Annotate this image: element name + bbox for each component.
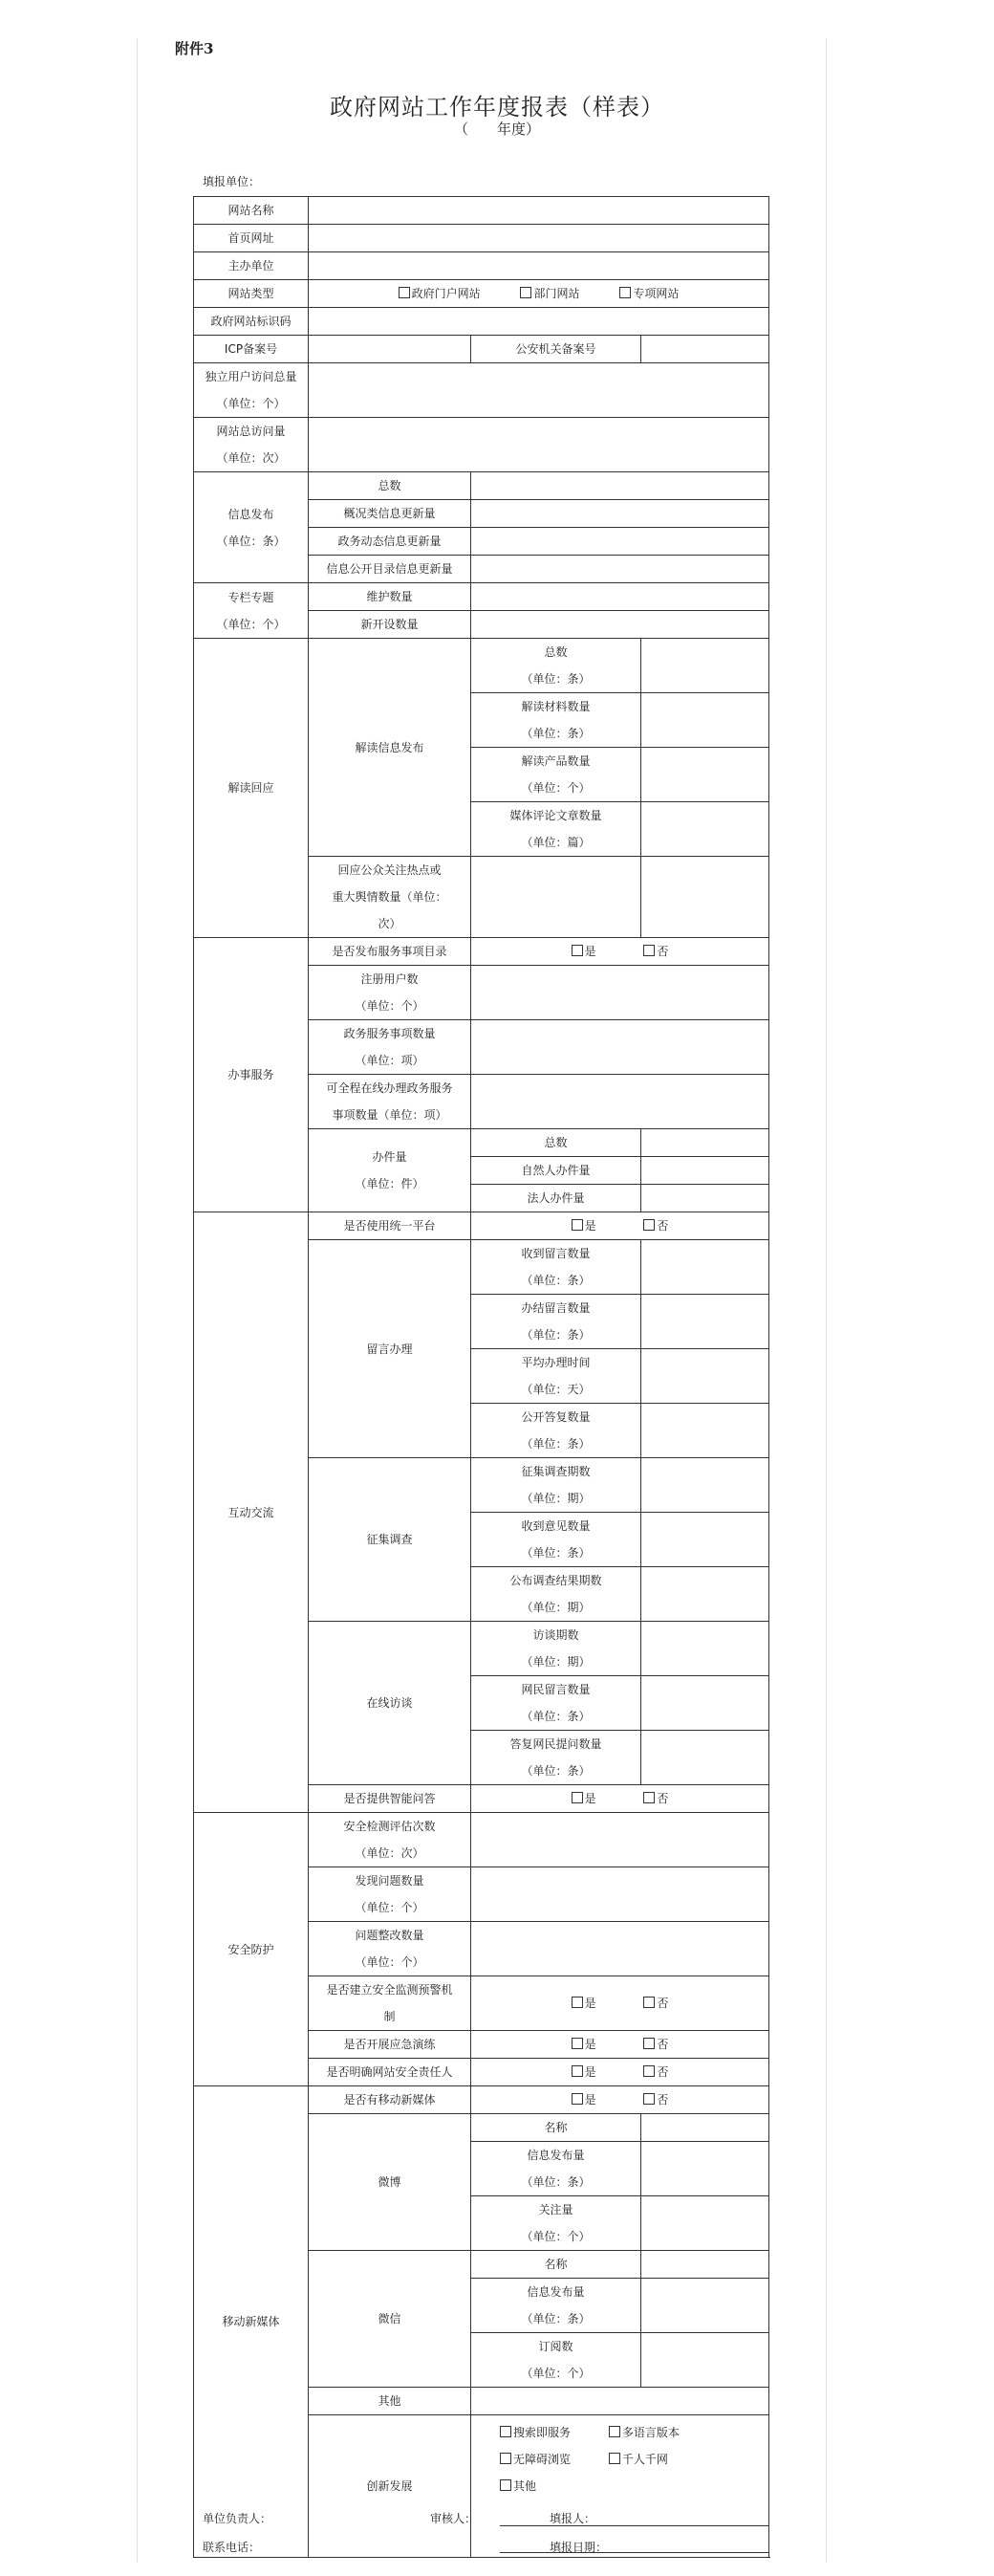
sub-section-label: 解读信息发布 (309, 639, 471, 857)
row-label: 公布调查结果期数 （单位：期） (471, 1567, 641, 1622)
row-label: 独立用户访问总量 （单位：个） (194, 363, 309, 418)
table-row (194, 308, 769, 336)
yes-no-options (471, 1976, 769, 2031)
value-cell[interactable] (471, 500, 769, 528)
row-label: 总数 (471, 1129, 641, 1157)
checkbox[interactable] (619, 287, 631, 298)
option-no[interactable]: 否 (643, 1990, 668, 2017)
value-cell[interactable] (641, 336, 769, 363)
row-label: 概况类信息更新量 (309, 500, 471, 528)
option-yes[interactable]: 是 (572, 1212, 596, 1239)
table-row (194, 418, 769, 472)
option-no[interactable]: 否 (643, 2059, 668, 2085)
value-cell[interactable] (641, 2196, 769, 2251)
row-label: 是否明确网站安全责任人 (309, 2059, 471, 2086)
section-label: 移动新媒体 (194, 2086, 309, 2558)
value-cell[interactable] (641, 1404, 769, 1458)
option-yes[interactable]: 是 (572, 1990, 596, 2017)
row-label: 是否发布服务事项目录 (309, 938, 471, 966)
value-cell[interactable] (471, 1075, 769, 1129)
row-label: 维护数量 (309, 583, 471, 611)
value-cell[interactable] (641, 1349, 769, 1404)
row-label: 自然人办件量 (471, 1157, 641, 1185)
value-cell[interactable] (641, 1458, 769, 1513)
table-row (194, 1212, 769, 1240)
option-no[interactable]: 否 (643, 938, 668, 965)
checkbox[interactable] (399, 287, 410, 298)
value-cell[interactable] (471, 2388, 769, 2415)
option-yes[interactable]: 是 (572, 938, 596, 965)
row-label: 网站总访问量 （单位：次） (194, 418, 309, 472)
row-label: 回应公众关注热点或 重大舆情数量（单位： 次） (309, 857, 471, 938)
value-cell[interactable] (641, 1513, 769, 1567)
type-option-special[interactable]: 专项网站 (619, 280, 679, 307)
row-label: 是否提供智能问答 (309, 1785, 471, 1813)
value-cell[interactable] (309, 308, 769, 336)
value-cell[interactable] (641, 857, 769, 938)
row-label: 其他 (309, 2388, 471, 2415)
value-cell[interactable] (471, 1020, 769, 1075)
section-label: 解读回应 (194, 639, 309, 938)
row-label: 发现问题数量 （单位：个） (309, 1867, 471, 1922)
option-search-service[interactable]: 搜索即服务 (500, 2419, 571, 2446)
checkbox[interactable] (520, 287, 531, 298)
value-cell[interactable] (471, 1922, 769, 1976)
footer-phone: 联系电话： (203, 2541, 261, 2554)
sub-section-label: 微信 (309, 2251, 471, 2388)
option-accessibility[interactable]: 无障碍浏览 (500, 2446, 571, 2473)
sub-section-label: 办件量 （单位：件） (309, 1129, 471, 1212)
value-cell[interactable] (641, 1129, 769, 1157)
row-label: 收到意见数量 （单位：条） (471, 1513, 641, 1567)
option-other[interactable]: 其他 (500, 2473, 536, 2500)
row-label: 主办单位 (194, 252, 309, 280)
row-label: 征集调查期数 （单位：期） (471, 1458, 641, 1513)
option-no[interactable]: 否 (643, 1212, 668, 1239)
value-cell[interactable] (471, 966, 769, 1020)
row-label: 注册用户数 （单位：个） (309, 966, 471, 1020)
page-border-left (137, 38, 138, 2563)
footer-leader: 单位负责人： (203, 2512, 272, 2525)
row-label: 首页网址 (194, 225, 309, 252)
value-cell[interactable] (471, 528, 769, 556)
table-row (194, 225, 769, 252)
sub-section-label: 在线访谈 (309, 1622, 471, 1785)
value-cell[interactable] (641, 2114, 769, 2142)
sub-section-label: 微博 (309, 2114, 471, 2251)
value-cell[interactable] (641, 1240, 769, 1295)
row-label: 是否开展应急演练 (309, 2031, 471, 2059)
table-row (194, 363, 769, 418)
row-label: 网民留言数量 （单位：条） (471, 1676, 641, 1731)
row-label: 关注量 （单位：个） (471, 2196, 641, 2251)
section-label: 创新发展 (309, 2415, 471, 2558)
row-label: 解读产品数量 （单位：个） (471, 748, 641, 802)
yes-no-options (471, 2059, 769, 2086)
other-fill-line[interactable] (500, 2506, 769, 2526)
row-label: 答复网民提问数量 （单位：条） (471, 1731, 641, 1785)
yes-no-options (471, 2086, 769, 2114)
row-label: 法人办件量 (471, 1185, 641, 1212)
row-label: 公开答复数量 （单位：条） (471, 1404, 641, 1458)
row-label: 信息发布量 （单位：条） (471, 2142, 641, 2196)
option-multilingual[interactable]: 多语言版本 (609, 2419, 680, 2446)
value-cell[interactable] (471, 556, 769, 583)
section-label: 互动交流 (194, 1212, 309, 1813)
row-label: 收到留言数量 （单位：条） (471, 1240, 641, 1295)
value-cell[interactable] (641, 2333, 769, 2388)
option-no[interactable]: 否 (643, 2031, 668, 2058)
value-cell[interactable] (309, 336, 471, 363)
table-row (194, 2086, 769, 2114)
value-cell[interactable] (309, 225, 769, 252)
value-cell[interactable] (641, 1185, 769, 1212)
row-label: 访谈期数 （单位：期） (471, 1622, 641, 1676)
value-cell[interactable] (641, 1157, 769, 1185)
row-label: 办结留言数量 （单位：条） (471, 1295, 641, 1349)
footer-date: 填报日期： (550, 2541, 608, 2554)
table-row (194, 197, 769, 225)
value-cell[interactable] (471, 611, 769, 639)
page-border-right (826, 38, 827, 2563)
row-label: 新开设数量 (309, 611, 471, 639)
option-no[interactable]: 否 (643, 1785, 668, 1812)
value-cell[interactable] (641, 1622, 769, 1676)
value-cell[interactable] (641, 1295, 769, 1349)
row-label: 名称 (471, 2114, 641, 2142)
table-row (194, 472, 769, 500)
section-label: 办事服务 (194, 938, 309, 1212)
value-cell[interactable] (309, 418, 769, 472)
value-cell[interactable] (471, 1813, 769, 1867)
table-row (194, 583, 769, 611)
page-title: 政府网站工作年度报表（样表） (330, 94, 664, 120)
row-label: 是否有移动新媒体 (309, 2086, 471, 2114)
row-label: 政务服务事项数量 （单位：项） (309, 1020, 471, 1075)
row-label: 信息发布量 （单位：条） (471, 2279, 641, 2333)
row-label: 总数 (309, 472, 471, 500)
value-cell[interactable] (309, 197, 769, 225)
year-line: （ 年度） (453, 120, 540, 138)
value-cell[interactable] (641, 639, 769, 693)
row-label: 媒体评论文章数量 （单位：篇） (471, 802, 641, 857)
value-cell[interactable] (471, 1867, 769, 1922)
value-cell[interactable] (641, 2142, 769, 2196)
other-fill-line[interactable] (500, 2533, 769, 2553)
value-cell[interactable] (309, 363, 769, 418)
row-label: 是否建立安全监测预警机 制 (309, 1976, 471, 2031)
innovation-options (471, 2415, 769, 2558)
footer-reviewer: 审核人： (430, 2512, 477, 2525)
section-label: 安全防护 (194, 1813, 309, 2086)
yes-no-options (471, 2031, 769, 2059)
option-yes[interactable]: 是 (572, 2059, 596, 2085)
row-label: 信息公开目录信息更新量 (309, 556, 471, 583)
value-cell[interactable] (641, 2279, 769, 2333)
row-label: 平均办理时间 （单位：天） (471, 1349, 641, 1404)
table-row (194, 336, 769, 363)
filling-unit-label: 填报单位： (203, 175, 261, 188)
value-cell[interactable] (641, 2251, 769, 2279)
site-type-options (309, 280, 769, 308)
value-cell[interactable] (471, 583, 769, 611)
type-option-portal[interactable]: 政府门户网站 (399, 280, 481, 307)
value-cell[interactable] (471, 472, 769, 500)
sub-section-label: 征集调查 (309, 1458, 471, 1622)
table-row (194, 252, 769, 280)
attachment-label: 附件3 (175, 40, 214, 57)
yes-no-options (471, 1212, 769, 1240)
row-label: 订阅数 （单位：个） (471, 2333, 641, 2388)
table-row (194, 1813, 769, 1867)
value-cell[interactable] (471, 857, 641, 938)
yes-no-options (471, 938, 769, 966)
value-cell[interactable] (309, 252, 769, 280)
row-label: 网站类型 (194, 280, 309, 308)
value-cell[interactable] (641, 693, 769, 748)
report-table (193, 196, 769, 2558)
sub-section-label: 留言办理 (309, 1240, 471, 1458)
row-label: 总数 （单位：条） (471, 639, 641, 693)
footer-filler: 填报人： (550, 2512, 596, 2525)
row-label: 政府网站标识码 (194, 308, 309, 336)
option-yes[interactable]: 是 (572, 1785, 596, 1812)
option-yes[interactable]: 是 (572, 2086, 596, 2113)
table-row (194, 280, 769, 308)
option-yes[interactable]: 是 (572, 2031, 596, 2058)
row-label: 政务动态信息更新量 (309, 528, 471, 556)
table-row (194, 938, 769, 966)
section-label: 专栏专题 （单位：个） (194, 583, 309, 639)
type-option-department[interactable]: 部门网站 (520, 280, 579, 307)
value-cell[interactable] (641, 1676, 769, 1731)
value-cell[interactable] (641, 1567, 769, 1622)
value-cell[interactable] (641, 1731, 769, 1785)
yes-no-options (471, 1785, 769, 1813)
section-label: 信息发布 （单位：条） (194, 472, 309, 583)
value-cell[interactable] (641, 802, 769, 857)
row-label: ICP备案号 (194, 336, 309, 363)
table-row (194, 639, 769, 693)
row-label: 名称 (471, 2251, 641, 2279)
option-no[interactable]: 否 (643, 2086, 668, 2113)
row-label: 公安机关备案号 (471, 336, 641, 363)
option-personalized[interactable]: 千人千网 (609, 2446, 668, 2473)
value-cell[interactable] (641, 748, 769, 802)
row-label: 安全检测评估次数 （单位：次） (309, 1813, 471, 1867)
row-label: 网站名称 (194, 197, 309, 225)
row-label: 是否使用统一平台 (309, 1212, 471, 1240)
row-label: 问题整改数量 （单位：个） (309, 1922, 471, 1976)
row-label: 可全程在线办理政务服务 事项数量（单位：项） (309, 1075, 471, 1129)
row-label: 解读材料数量 （单位：条） (471, 693, 641, 748)
